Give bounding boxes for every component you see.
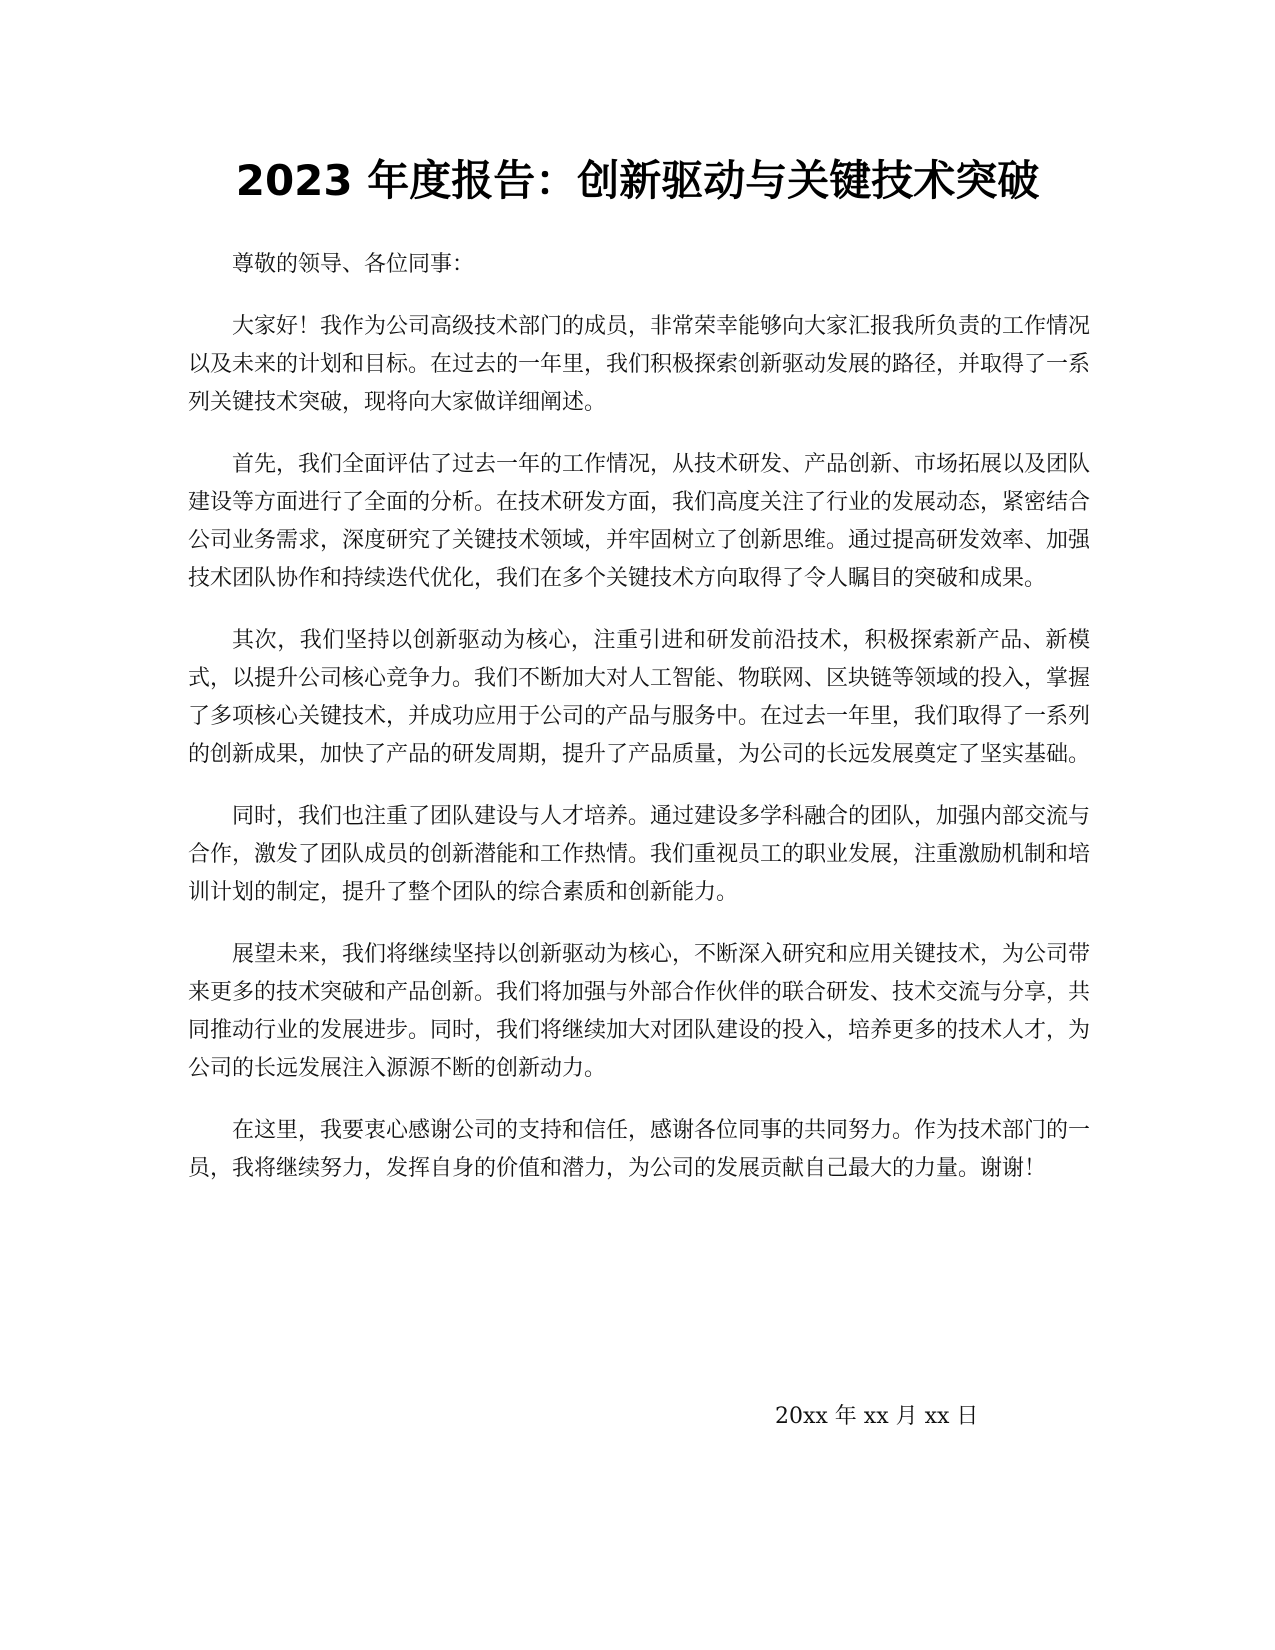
document-date: 20xx 年 xx 月 xx 日 xyxy=(775,1404,979,1429)
paragraph-outlook: 展望未来，我们将继续坚持以创新驱动为核心，不断深入研究和应用关键技术，为公司带来更多的技术突破和产品创新。我们将加强与外部合作伙伴的联合研发、技术交流与分享，共同推动行业的发展进步。同时，我们将继续加大对团队建设的投入，培养更多的技术人才，为公司的长远发展注入源源不断的创新动力。 xyxy=(188,942,1091,1081)
document-body xyxy=(188,246,1090,1212)
paragraph-review: 首先，我们全面评估了过去一年的工作情况，从技术研发、产品创新、市场拓展以及团队建设等方面进行了全面的分析。在技术研发方面，我们高度关注了行业的发展动态，紧密结合公司业务需求，深度研究了关键技术领域，并牢固树立了创新思维。通过提高研发效率、加强技术团队协作和持续迭代优化，我们在多个关键技术方向取得了令人瞩目的突破和成果。 xyxy=(188,452,1091,591)
document-title: 2023 年度报告：创新驱动与关键技术突破 xyxy=(235,156,1040,205)
paragraph-team: 同时，我们也注重了团队建设与人才培养。通过建设多学科融合的团队，加强内部交流与合作，激发了团队成员的创新潜能和工作热情。我们重视员工的职业发展，注重激励机制和培训计划的制定，提升了整个团队的综合素质和创新能力。 xyxy=(188,804,1091,905)
paragraph-innovation: 其次，我们坚持以创新驱动为核心，注重引进和研发前沿技术，积极探索新产品、新模式，以提升公司核心竞争力。我们不断加大对人工智能、物联网、区块链等领域的投入，掌握了多项核心关键技术，并成功应用于公司的产品与服务中。在过去一年里，我们取得了一系列的创新成果，加快了产品的研发周期，提升了产品质量，为公司的长远发展奠定了坚实基础。 xyxy=(188,628,1091,767)
paragraph-intro: 大家好！我作为公司高级技术部门的成员，非常荣幸能够向大家汇报我所负责的工作情况以及未来的计划和目标。在过去的一年里，我们积极探索创新驱动发展的路径，并取得了一系列关键技术突破，现将向大家做详细阐述。 xyxy=(188,314,1091,415)
paragraph-thanks: 在这里，我要衷心感谢公司的支持和信任，感谢各位同事的共同努力。作为技术部门的一员，我将继续努力，发挥自身的价值和潜力，为公司的发展贡献自己最大的力量。谢谢！ xyxy=(188,1118,1091,1181)
salutation: 尊敬的领导、各位同事： xyxy=(232,252,475,277)
